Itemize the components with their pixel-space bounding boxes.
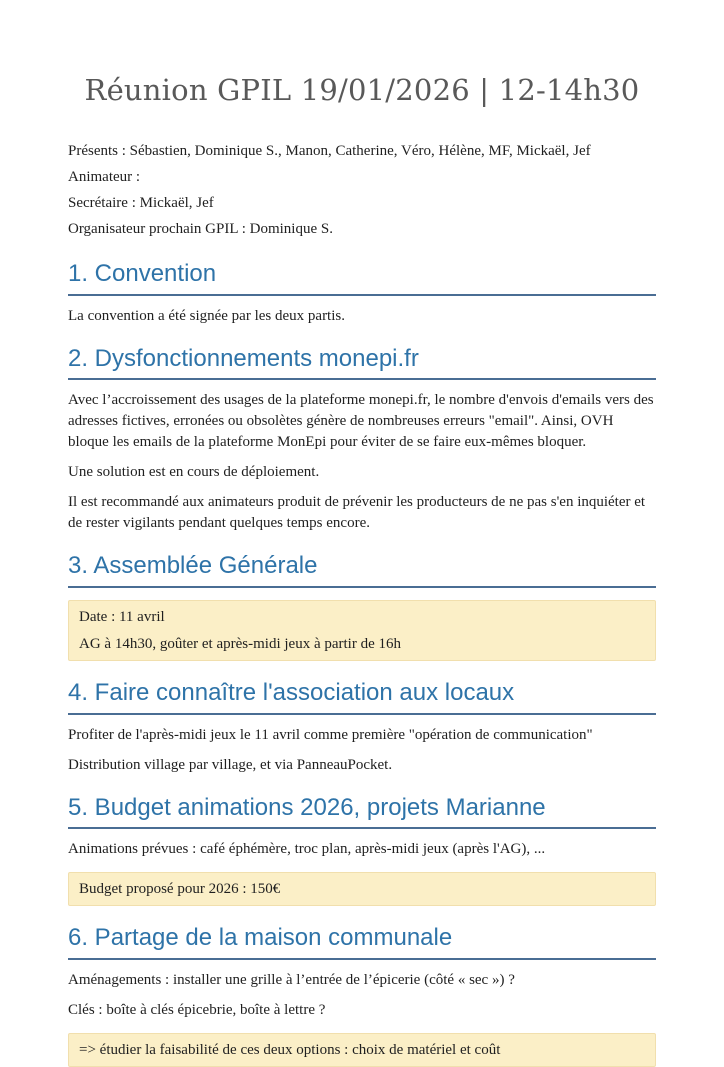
section-heading: 5. Budget animations 2026, projets Marianne <box>68 794 656 830</box>
section-heading: 3. Assemblée Générale <box>68 552 656 588</box>
section <box>68 924 656 1067</box>
section-paragraph: Une solution est en cours de déploiement. <box>68 464 320 481</box>
section-paragraph: Clés : boîte à clés épicebrie, boîte à lettre ? <box>68 1001 326 1018</box>
highlight-line: Date : 11 avril <box>79 609 165 626</box>
meta-line: Organisateur prochain GPIL : Dominique S. <box>68 221 333 238</box>
meta-line: Animateur : <box>68 169 141 186</box>
section <box>68 260 656 327</box>
meeting-meta <box>68 138 656 242</box>
highlight-box <box>68 1033 656 1067</box>
section-paragraph: Profiter de l'après-midi jeux le 11 avril comme première "opération de communication" <box>68 726 593 743</box>
section-paragraph: Aménagements : installer une grille à l’entrée de l’épicerie (côté « sec ») ? <box>68 971 515 988</box>
section-paragraph: Il est recommandé aux animateurs produit de prévenir les producteurs de ne pas s'en inquiéter et de rester vigilants pendant quelques temps encore. <box>68 494 646 532</box>
section <box>68 794 656 907</box>
section <box>68 345 656 535</box>
meta-line: Présents : Sébastien, Dominique S., Manon, Catherine, Véro, Hélène, MF, Mickaël, Jef <box>68 143 591 160</box>
section-paragraph: La convention a été signée par les deux partis. <box>68 307 345 324</box>
sections-container <box>68 260 656 1067</box>
section-heading: 4. Faire connaître l'association aux locaux <box>68 679 656 715</box>
section-paragraph: Distribution village par village, et via PanneauPocket. <box>68 756 393 773</box>
section-heading: 2. Dysfonctionnements monepi.fr <box>68 345 656 381</box>
meta-line: Secrétaire : Mickaël, Jef <box>68 195 214 212</box>
section-paragraph: Animations prévues : café éphémère, troc plan, après-midi jeux (après l'AG), ... <box>68 841 546 858</box>
section <box>68 552 656 661</box>
page-title: Réunion GPIL 19/01/2026 | 12-14h30 <box>84 73 640 107</box>
highlight-line: => étudier la faisabilité de ces deux options : choix de matériel et coût <box>79 1041 501 1058</box>
highlight-line: AG à 14h30, goûter et après-midi jeux à partir de 16h <box>79 636 401 653</box>
highlight-line: Budget proposé pour 2026 : 150€ <box>79 881 281 898</box>
section-heading: 1. Convention <box>68 260 656 296</box>
highlight-box <box>68 600 656 661</box>
section <box>68 679 656 776</box>
highlight-box <box>68 872 656 906</box>
section-heading: 6. Partage de la maison communale <box>68 924 656 960</box>
section-paragraph: Avec l’accroissement des usages de la plateforme monepi.fr, le nombre d'envois d'emails vers des adresses fictives, erronées ou obsolètes génère de nombreuses erreurs "email". Ainsi, OVH bloque les emails de la plateforme MonEpi pour éviter de se faire eux-mêmes bloquer. <box>68 392 654 451</box>
